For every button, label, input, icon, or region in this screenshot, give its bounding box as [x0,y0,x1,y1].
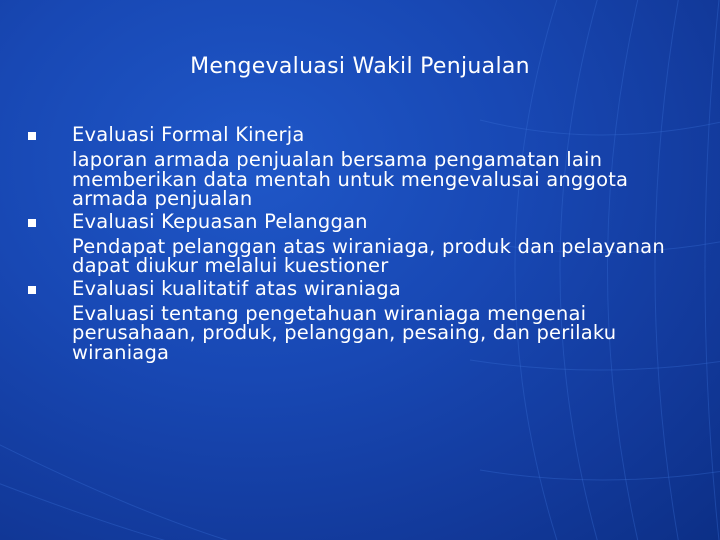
bullet-list [28,122,668,362]
list-item [28,209,668,276]
square-bullet-icon [28,286,36,294]
item-body: Pendapat pelanggan atas wiraniaga, produk dan pelayanan dapat diukur melalui kuestioner [72,234,665,277]
list-item [28,276,668,363]
list-item [28,122,668,209]
square-bullet-icon [28,219,36,227]
square-bullet-icon [28,132,36,140]
slide-title: Mengevaluasi Wakil Penjualan [190,54,530,79]
item-body: Evaluasi tentang pengetahuan wiraniaga mengenai perusahaan, produk, pelanggan, pesaing, dan perilaku wiraniaga [72,301,617,364]
item-heading: Evaluasi Kepuasan Pelanggan [72,209,368,233]
item-body: laporan armada penjualan bersama pengamatan lain memberikan data mentah untuk mengevalusai anggota armada penjualan [72,148,629,210]
item-heading: Evaluasi kualitatif atas wiraniaga [72,276,401,300]
item-heading: Evaluasi Formal Kinerja [72,123,305,146]
